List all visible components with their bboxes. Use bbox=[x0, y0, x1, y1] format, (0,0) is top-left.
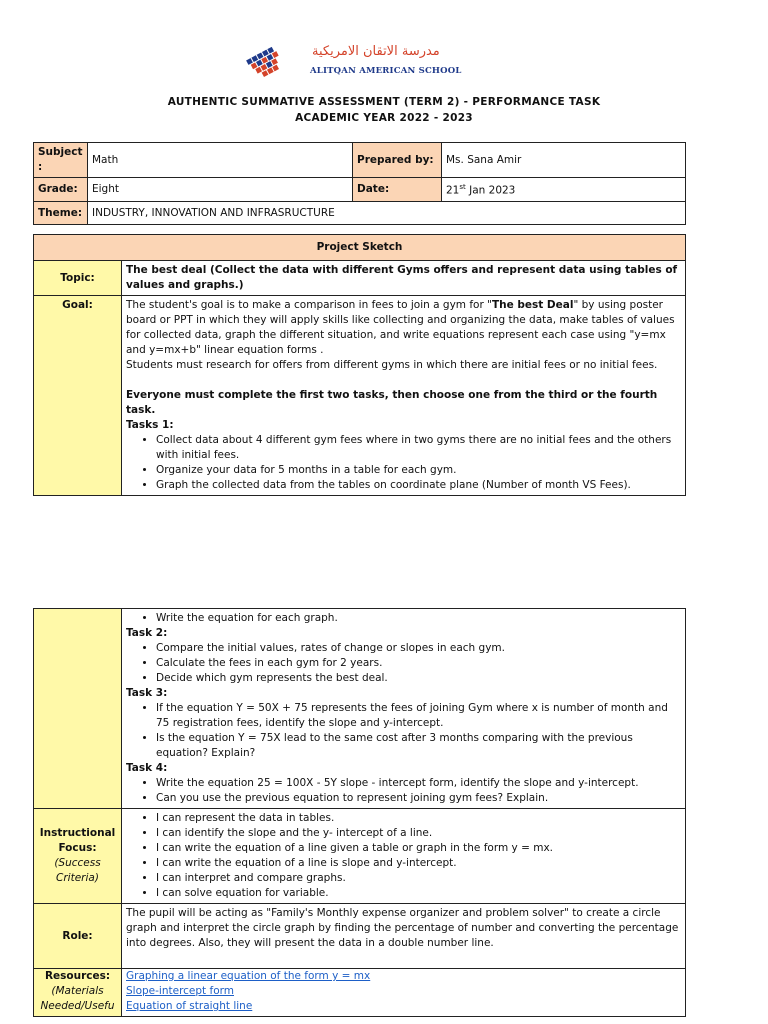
project-sketch-table bbox=[33, 234, 686, 496]
list-item: • I can write the equation of a line given a table or graph in the form y = mx. bbox=[156, 841, 681, 856]
list-item: • I can solve equation for variable. bbox=[156, 886, 681, 901]
goal-content bbox=[122, 296, 686, 496]
instructional-focus-content bbox=[122, 809, 686, 904]
list-item: • Write the equation 25 = 100X - 5Y slope - intercept form, identify the slope and y-intercept. bbox=[156, 776, 681, 791]
date-rest: Jan 2023 bbox=[465, 184, 516, 197]
academic-year: ACADEMIC YEAR 2022 - 2023 bbox=[295, 112, 473, 124]
list-item: • Decide which gym represents the best deal. bbox=[156, 671, 681, 686]
task4-list bbox=[156, 776, 681, 806]
info-table bbox=[33, 142, 686, 225]
grade-value: Eight bbox=[88, 178, 353, 202]
date-day: 21 bbox=[446, 184, 460, 197]
school-logo-icon bbox=[244, 46, 294, 80]
resources-label: Resources: (Materials Needed/Usefu bbox=[34, 969, 122, 1017]
resources-content bbox=[122, 969, 686, 1017]
list-item: • Can you use the previous equation to represent joining gym fees? Explain. bbox=[156, 791, 681, 806]
list-item: • If the equation Y = 50X + 75 represents the fees of joining Gym where x is number of month and 75 registration fees, identify the slope and y-intercept. bbox=[156, 701, 681, 731]
instructional-focus-label: Instructional Focus: (Success Criteria) bbox=[34, 809, 122, 904]
resource-link-straight-line[interactable]: Equation of straight line bbox=[126, 1000, 253, 1012]
list-item: • Compare the initial values, rates of change or slopes in each gym. bbox=[156, 641, 681, 656]
list-item: • Graph the collected data from the tables on coordinate plane (Number of month VS Fees). bbox=[156, 478, 681, 493]
school-name-english: ALITQAN AMERICAN SCHOOL bbox=[310, 66, 462, 76]
date-label: Date: bbox=[353, 178, 442, 202]
role-label: Role: bbox=[34, 904, 122, 969]
project-sketch-table-continued bbox=[33, 608, 686, 1017]
goal-instruction: Everyone must complete the first two tasks, then choose one from the third or the fourth task. bbox=[126, 389, 658, 416]
list-item: • I can interpret and compare graphs. bbox=[156, 871, 681, 886]
task4-label: Task 4: bbox=[126, 762, 168, 774]
task3-label: Task 3: bbox=[126, 687, 168, 699]
resource-link-slope-intercept[interactable]: Slope-intercept form bbox=[126, 985, 234, 997]
prepared-by-value: Ms. Sana Amir bbox=[442, 143, 686, 178]
task2-list bbox=[156, 641, 681, 686]
project-sketch-header: Project Sketch bbox=[34, 235, 686, 261]
topic-label: Topic: bbox=[34, 261, 122, 296]
goal-label: Goal: bbox=[34, 296, 122, 496]
list-item: • Collect data about 4 different gym fees where in two gyms there are no initial fees and the others with initial fees. bbox=[156, 433, 681, 463]
theme-value: INDUSTRY, INNOVATION AND INFRASRUCTURE bbox=[88, 202, 686, 225]
list-item: • I can identify the slope and the y- intercept of a line. bbox=[156, 826, 681, 841]
success-criteria-list bbox=[156, 811, 681, 901]
list-item: • I can write the equation of a line is slope and y-intercept. bbox=[156, 856, 681, 871]
prepared-by-label: Prepared by: bbox=[353, 143, 442, 178]
list-item: • I can represent the data in tables. bbox=[156, 811, 681, 826]
school-name-arabic: مدرسة الاتقان الامريكية bbox=[312, 44, 440, 59]
role-value: The pupil will be acting as "Family's Monthly expense organizer and problem solver" to create a circle graph and interpret the circle graph by finding the percentage of number and converting the percentage into degrees. Also, they will present the data in a double number line. bbox=[122, 904, 686, 969]
tasks-label-cell bbox=[34, 609, 122, 809]
task1-label: Tasks 1: bbox=[126, 419, 174, 431]
task2-label: Task 2: bbox=[126, 627, 168, 639]
resource-link-graphing-linear-equation[interactable]: Graphing a linear equation of the form y = mx bbox=[126, 970, 371, 982]
subject-value: Math bbox=[88, 143, 353, 178]
school-logo bbox=[244, 44, 462, 84]
goal-paragraph-1: The student's goal is to make a comparison in fees to join a gym for "The best Deal" by using poster board or PPT in which they will apply skills like collecting and organizing the data, make tables of values for collected data, graph the different situation, and write equations represent each case using "y=mx and y=mx+b" linear equation forms . bbox=[126, 299, 675, 356]
tasks-content bbox=[122, 609, 686, 809]
date-suffix: st bbox=[459, 183, 466, 192]
document-title: AUTHENTIC SUMMATIVE ASSESSMENT (TERM 2) - PERFORMANCE TASK bbox=[167, 96, 601, 108]
list-item: • Calculate the fees in each gym for 2 years. bbox=[156, 656, 681, 671]
list-item: • Organize your data for 5 months in a table for each gym. bbox=[156, 463, 681, 478]
goal-paragraph-2: Students must research for offers from different gyms in which there are initial fees or no initial fees. bbox=[126, 359, 658, 371]
grade-label: Grade: bbox=[34, 178, 88, 202]
list-item: • Is the equation Y = 75X lead to the same cost after 3 months comparing with the previous equation? Explain? bbox=[156, 731, 681, 761]
theme-label: Theme: bbox=[34, 202, 88, 225]
task1-list-continued bbox=[156, 611, 681, 626]
task3-list bbox=[156, 701, 681, 761]
date-value bbox=[442, 178, 686, 202]
topic-value: The best deal (Collect the data with different Gyms offers and represent data using tables of values and graphs.) bbox=[122, 261, 686, 296]
subject-label: Subject : bbox=[34, 143, 88, 178]
task1-list bbox=[156, 433, 681, 493]
list-item: • Write the equation for each graph. bbox=[156, 611, 681, 626]
